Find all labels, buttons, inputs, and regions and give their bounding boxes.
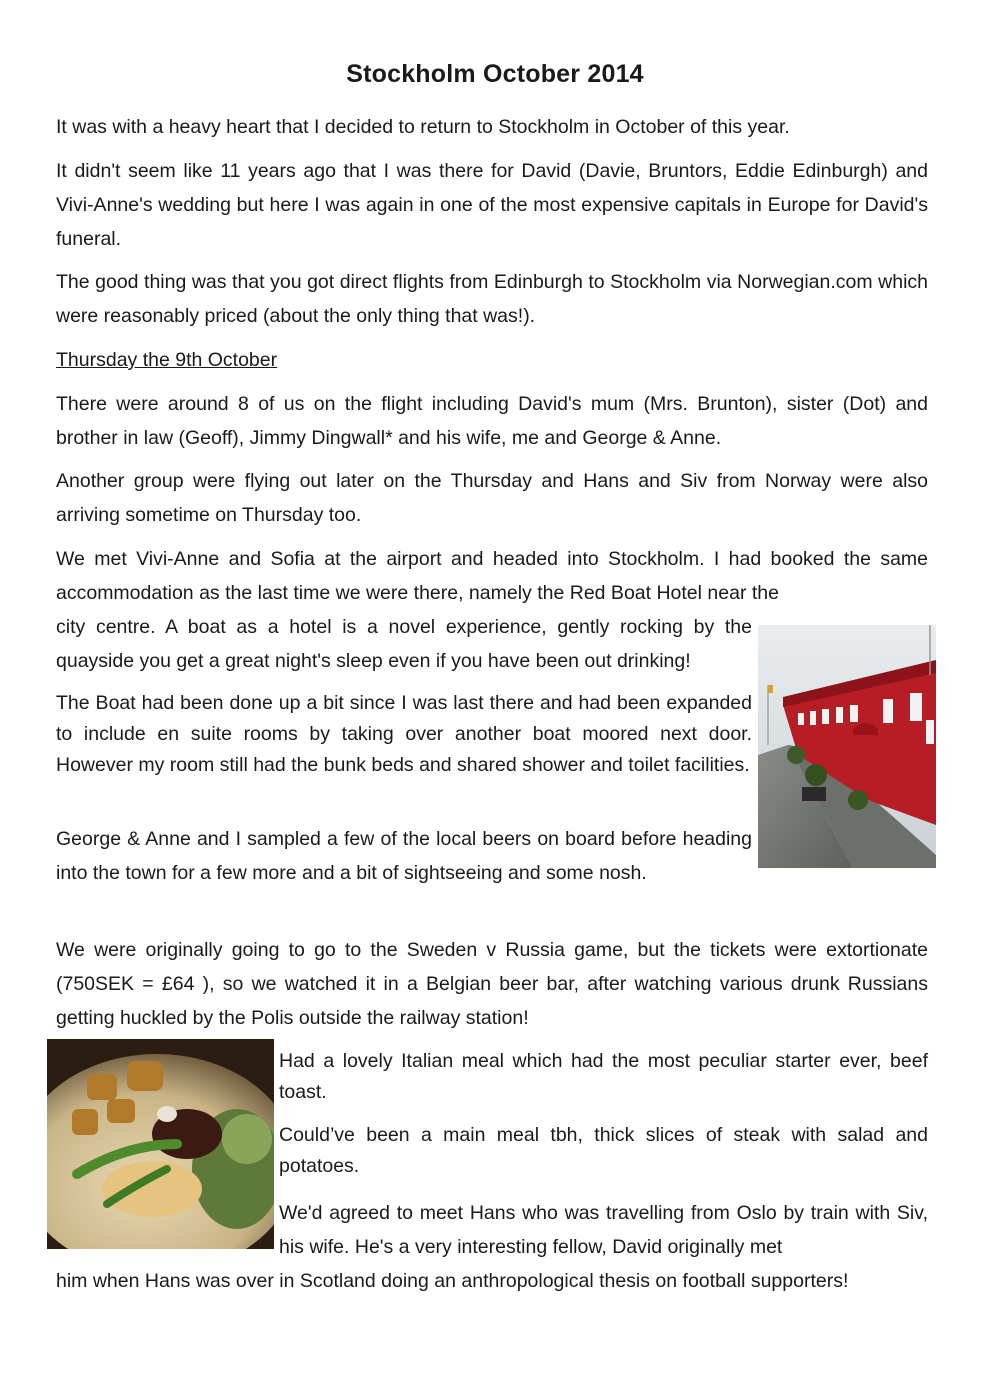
paragraph-main-meal: Could’ve been a main meal tbh, thick slices of steak with salad and potatoes. <box>279 1124 928 1177</box>
paragraph-boat-rooms: The Boat had been done up a bit since I was last there and had been expanded to include en suite rooms by taking over another boat moored next door. However my room still had the bunk beds and shared shower and toilet facilities. <box>56 692 752 776</box>
paragraph-intro: It was with a heavy heart that I decided to return to Stockholm in October of this year. <box>56 116 790 138</box>
paragraph-wedding: It didn't seem like 11 years ago that I was there for David (Davie, Bruntors, Eddie Edinburgh) and Vivi-Anne's wedding but here I was again in one of the most expensive capitals in Europe for David's funeral. <box>56 160 928 250</box>
paragraph-beers: George & Anne and I sampled a few of the local beers on board before heading into the town for a few more and a bit of sightseeing and some nosh. <box>56 828 752 884</box>
red-boat-hotel-photo <box>758 625 936 868</box>
paragraph-italian-meal: Had a lovely Italian meal which had the most peculiar starter ever, beef toast. <box>279 1050 928 1103</box>
italian-meal-photo <box>47 1039 274 1249</box>
paragraph-hans-thesis: him when Hans was over in Scotland doing an anthropological thesis on football supporters! <box>56 1270 849 1292</box>
paragraph-travellers: There were around 8 of us on the flight including David's mum (Mrs. Brunton), sister (Dot) and brother in law (Geoff), Jimmy Dingwall* and his wife, me and George & Anne. <box>56 393 928 449</box>
paragraph-flights: The good thing was that you got direct flights from Edinburgh to Stockholm via Norwegian.com which were reasonably priced (about the only thing that was!). <box>56 271 928 327</box>
section-heading-thursday: Thursday the 9th October <box>56 349 278 371</box>
paragraph-football-game: We were originally going to go to the Sweden v Russia game, but the tickets were extortionate (750SEK = £64 ), so we watched it in a Belgian beer bar, after watching various drunk Russians getting huckled by the Polis outside the railway station! <box>56 939 928 1029</box>
paragraph-meet-hans: We'd agreed to meet Hans who was travelling from Oslo by train with Siv, his wife. He's a very interesting fellow, David originally met <box>279 1202 928 1258</box>
page-title: Stockholm October 2014 <box>346 60 644 88</box>
paragraph-accommodation: We met Vivi-Anne and Sofia at the airport and headed into Stockholm. I had booked the same accommodation as the last time we were there, namely the Red Boat Hotel near the <box>56 548 928 604</box>
paragraph-boat-hotel: city centre. A boat as a hotel is a novel experience, gently rocking by the quayside you get a great night's sleep even if you have been out drinking! <box>56 616 752 672</box>
paragraph-another-group: Another group were flying out later on the Thursday and Hans and Siv from Norway were also arriving sometime on Thursday too. <box>56 470 928 526</box>
